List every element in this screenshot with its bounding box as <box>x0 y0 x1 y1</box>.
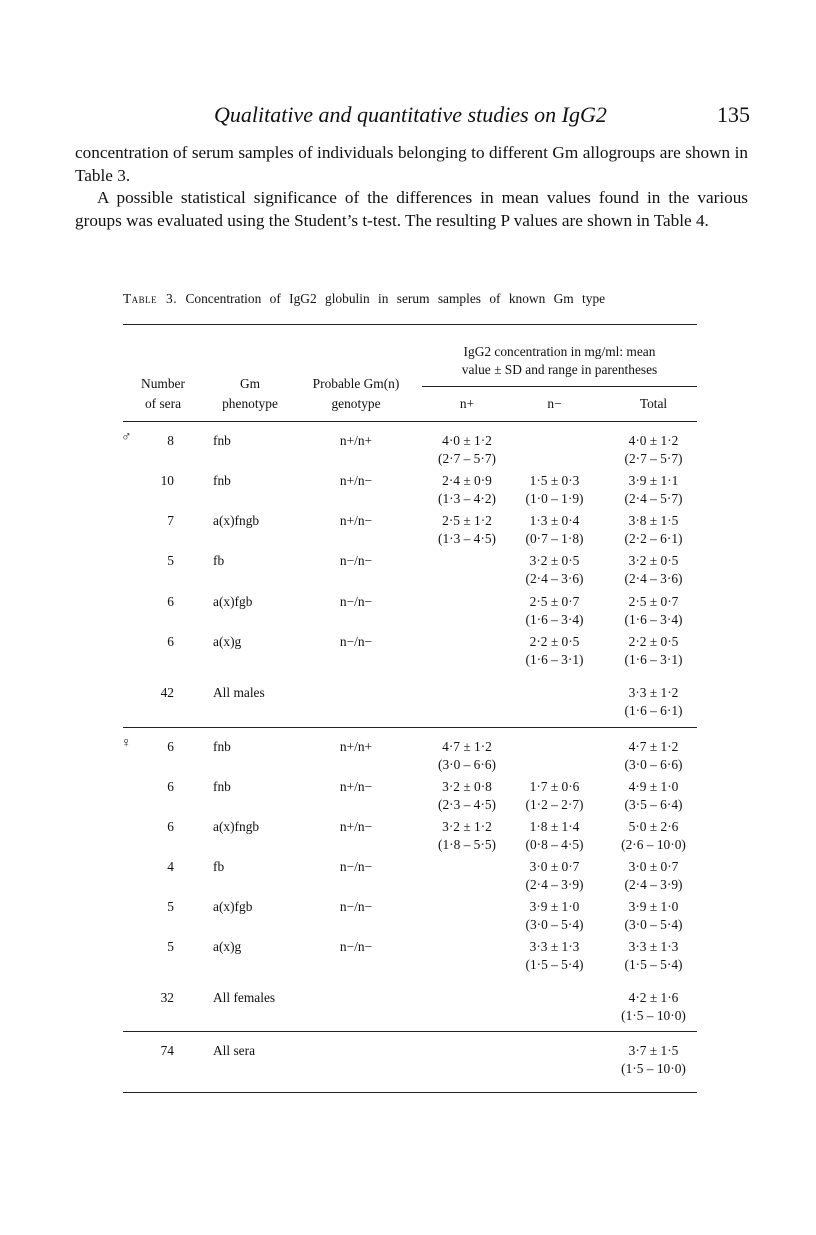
total-range: (3·0 – 5·4) <box>624 917 683 932</box>
number-cell: 32 <box>160 990 174 1005</box>
n-negative-range: (0·8 – 4·5) <box>525 837 584 852</box>
phenotype-cell: fnb <box>213 473 231 488</box>
females-bottom-rule <box>123 1031 697 1032</box>
male-symbol: ♂ <box>121 430 132 445</box>
n-positive-mean: 2·5 ± 1·2 <box>442 513 492 528</box>
n-negative-range: (2·4 – 3·9) <box>525 877 584 892</box>
number-cell: 42 <box>160 685 174 700</box>
table-top-rule <box>123 324 697 325</box>
total-mean: 3·9 ± 1·1 <box>628 473 679 488</box>
n-negative-range: (1·2 – 2·7) <box>525 797 584 812</box>
total-mean: 4·0 ± 1·2 <box>628 433 679 448</box>
n-negative-mean: 3·9 ± 1·0 <box>529 899 580 914</box>
total-range: (1·5 – 10·0) <box>621 1008 686 1023</box>
number-cell: 6 <box>167 819 174 834</box>
number-cell: 74 <box>160 1043 174 1058</box>
number-cell: 10 <box>160 473 174 488</box>
genotype-cell: n+/n+ <box>339 739 373 754</box>
concentration-header-rule <box>422 386 697 387</box>
total-mean: 4·7 ± 1·2 <box>628 739 679 754</box>
phenotype-cell: fnb <box>213 739 231 754</box>
n-positive-mean: 3·2 ± 0·8 <box>442 779 492 794</box>
n-negative-range: (1·0 – 1·9) <box>525 491 584 506</box>
genotype-cell: n−/n− <box>339 939 373 954</box>
n-positive-range: (2·3 – 4·5) <box>437 797 496 812</box>
total-mean: 3·3 ± 1·2 <box>628 685 679 700</box>
header-phenotype-line2: phenotype <box>222 396 278 411</box>
header-phenotype-line1: Gm <box>239 376 261 391</box>
table-label: Table 3. <box>123 291 178 306</box>
n-negative-range: (3·0 – 5·4) <box>525 917 584 932</box>
total-range: (1·5 – 10·0) <box>621 1061 686 1076</box>
phenotype-cell: a(x)fgb <box>213 899 253 914</box>
table-bottom-rule <box>123 1092 697 1093</box>
genotype-cell: n−/n− <box>339 859 373 874</box>
header-concentration-line1: IgG2 concentration in mg/ml: mean <box>463 344 656 359</box>
n-negative-range: (1·6 – 3·1) <box>525 652 584 667</box>
n-negative-range: (2·4 – 3·6) <box>525 571 584 586</box>
number-cell: 6 <box>167 634 174 649</box>
genotype-cell: n+/n− <box>339 513 373 528</box>
genotype-cell: n−/n− <box>339 594 373 609</box>
phenotype-cell: a(x)fngb <box>213 513 260 528</box>
n-positive-mean: 3·2 ± 1·2 <box>442 819 492 834</box>
n-negative-range: (0·7 – 1·8) <box>525 531 584 546</box>
header-bottom-rule <box>123 421 697 422</box>
paragraph-1: concentration of serum samples of individuals belonging to different Gm allogroups are shown in Table 3. <box>75 143 748 185</box>
phenotype-cell: fb <box>213 859 225 874</box>
n-positive-range: (2·7 – 5·7) <box>437 451 496 466</box>
paragraph-2: A possible statistical significance of the differences in mean values found in the various groups was evaluated using the Student’s t-test. The resulting P values are shown in Table 4. <box>75 188 748 230</box>
genotype-cell: n−/n− <box>339 899 373 914</box>
header-concentration-line2: value ± SD and range in parentheses <box>461 362 658 377</box>
total-mean: 3·2 ± 0·5 <box>628 553 679 568</box>
page-header <box>0 100 816 134</box>
number-cell: 7 <box>167 513 174 528</box>
n-negative-mean: 1·7 ± 0·6 <box>529 779 580 794</box>
phenotype-cell: fnb <box>213 433 231 448</box>
phenotype-cell: fnb <box>213 779 231 794</box>
female-symbol: ♀ <box>121 736 132 751</box>
genotype-cell: n+/n− <box>339 819 373 834</box>
n-negative-mean: 1·5 ± 0·3 <box>529 473 580 488</box>
number-cell: 5 <box>167 939 174 954</box>
number-cell: 5 <box>167 553 174 568</box>
phenotype-cell: All females <box>213 990 276 1005</box>
total-range: (2·2 – 6·1) <box>624 531 683 546</box>
phenotype-cell: a(x)g <box>213 634 242 649</box>
n-negative-mean: 1·3 ± 0·4 <box>529 513 580 528</box>
total-range: (2·4 – 3·9) <box>624 877 683 892</box>
number-cell: 6 <box>167 739 174 754</box>
genotype-cell: n+/n− <box>339 779 373 794</box>
total-mean: 3·3 ± 1·3 <box>628 939 679 954</box>
phenotype-cell: fb <box>213 553 225 568</box>
header-genotype-line1: Probable Gm(n) <box>312 376 400 391</box>
running-title: Qualitative and quantitative studies on IgG2 <box>214 102 607 127</box>
header-total: Total <box>639 396 668 411</box>
total-range: (2·4 – 5·7) <box>624 491 683 506</box>
total-mean: 3·7 ± 1·5 <box>628 1043 679 1058</box>
total-mean: 4·2 ± 1·6 <box>628 990 679 1005</box>
header-number-line1: Number <box>141 376 185 391</box>
number-cell: 8 <box>167 433 174 448</box>
total-range: (1·6 – 3·1) <box>624 652 683 667</box>
n-positive-range: (3·0 – 6·6) <box>437 757 496 772</box>
body-text <box>75 142 748 232</box>
total-range: (2·4 – 3·6) <box>624 571 683 586</box>
number-cell: 6 <box>167 779 174 794</box>
table-caption <box>123 291 703 307</box>
phenotype-cell: a(x)fngb <box>213 819 260 834</box>
phenotype-cell: a(x)g <box>213 939 242 954</box>
header-number-line2: of sera <box>144 396 182 411</box>
n-positive-mean: 2·4 ± 0·9 <box>442 473 492 488</box>
n-positive-range: (1·3 – 4·5) <box>437 531 496 546</box>
n-negative-mean: 3·0 ± 0·7 <box>529 859 580 874</box>
phenotype-cell: a(x)fgb <box>213 594 253 609</box>
total-mean: 2·5 ± 0·7 <box>628 594 679 609</box>
total-range: (1·6 – 3·4) <box>624 612 683 627</box>
number-cell: 6 <box>167 594 174 609</box>
n-negative-mean: 1·8 ± 1·4 <box>529 819 580 834</box>
header-genotype-line2: genotype <box>331 396 381 411</box>
number-cell: 4 <box>167 859 174 874</box>
n-positive-mean: 4·0 ± 1·2 <box>442 433 492 448</box>
total-range: (1·5 – 5·4) <box>624 957 683 972</box>
total-mean: 3·0 ± 0·7 <box>628 859 679 874</box>
n-negative-range: (1·6 – 3·4) <box>525 612 584 627</box>
n-positive-range: (1·8 – 5·5) <box>437 837 496 852</box>
total-mean: 5·0 ± 2·6 <box>628 819 679 834</box>
n-positive-mean: 4·7 ± 1·2 <box>442 739 492 754</box>
genotype-cell: n+/n+ <box>339 433 373 448</box>
table-caption-text: Concentration of IgG2 globulin in serum samples of known Gm type <box>185 291 606 306</box>
total-mean: 3·9 ± 1·0 <box>628 899 679 914</box>
header-n-negative: n− <box>547 396 562 411</box>
n-positive-range: (1·3 – 4·2) <box>437 491 496 506</box>
n-negative-range: (1·5 – 5·4) <box>525 957 584 972</box>
total-mean: 2·2 ± 0·5 <box>628 634 679 649</box>
total-range: (1·6 – 6·1) <box>624 703 683 718</box>
number-cell: 5 <box>167 899 174 914</box>
genotype-cell: n−/n− <box>339 634 373 649</box>
header-n-positive: n+ <box>459 396 475 411</box>
n-negative-mean: 2·5 ± 0·7 <box>529 594 580 609</box>
total-mean: 4·9 ± 1·0 <box>628 779 679 794</box>
total-range: (3·5 – 6·4) <box>624 797 683 812</box>
phenotype-cell: All males <box>213 685 265 700</box>
page-number: 135 <box>717 102 750 127</box>
genotype-cell: n+/n− <box>339 473 373 488</box>
total-range: (2·7 – 5·7) <box>624 451 683 466</box>
genotype-cell: n−/n− <box>339 553 373 568</box>
n-negative-mean: 3·2 ± 0·5 <box>529 553 580 568</box>
phenotype-cell: All sera <box>213 1043 256 1058</box>
n-negative-mean: 3·3 ± 1·3 <box>529 939 580 954</box>
total-range: (2·6 – 10·0) <box>621 837 686 852</box>
n-negative-mean: 2·2 ± 0·5 <box>529 634 580 649</box>
total-mean: 3·8 ± 1·5 <box>628 513 679 528</box>
males-bottom-rule <box>123 727 697 728</box>
total-range: (3·0 – 6·6) <box>624 757 683 772</box>
